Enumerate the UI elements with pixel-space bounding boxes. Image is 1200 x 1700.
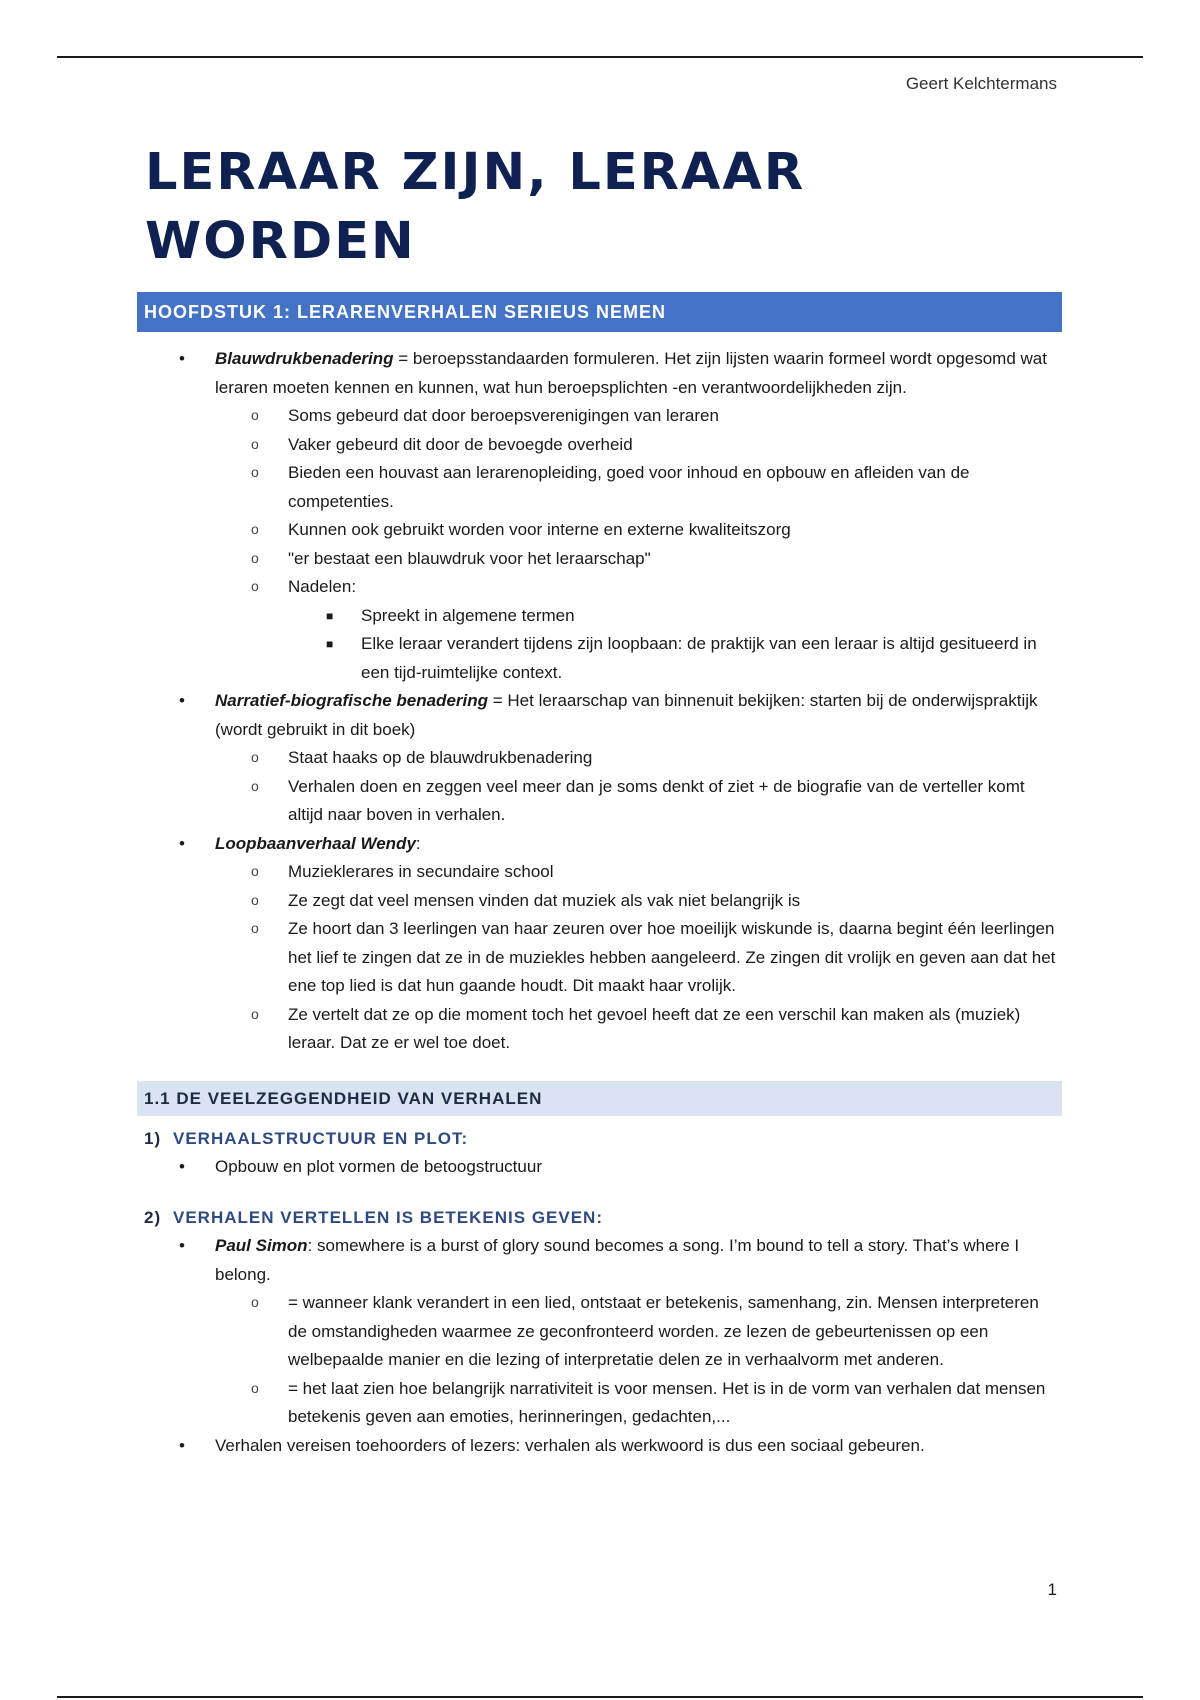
term-label: Narratief-biografische benadering <box>215 691 489 710</box>
subsection-bullet-list <box>137 1232 1062 1460</box>
list-item <box>215 744 1062 773</box>
subsection-number: 1) <box>144 1128 162 1148</box>
list-item <box>215 1375 1062 1432</box>
section-heading: 1.1 DE VEELZEGGENDHEID VAN VERHALEN <box>137 1081 1062 1116</box>
sub-sub-list <box>288 602 1062 688</box>
square-bullet-icon: ■ <box>326 608 334 623</box>
list-item <box>215 887 1062 916</box>
item-text: Opbouw en plot vormen de betoogstructuur <box>215 1156 542 1176</box>
circle-bullet-icon: o <box>251 863 259 879</box>
circle-bullet-icon: o <box>251 1379 259 1396</box>
subsection-heading <box>137 1125 1062 1153</box>
item-text: = het laat zien hoe belangrijk narrativiteit is voor mensen. Het is in de vorm van verhalen dat mensen betekenis geven aan emoties, herinneringen, gedachten,... <box>288 1378 1046 1426</box>
bullet-icon: • <box>179 349 185 368</box>
item-text: : <box>415 833 421 853</box>
item-text: Kunnen ook gebruikt worden voor interne en externe kwaliteitszorg <box>288 520 791 539</box>
term-label: Blauwdrukbenadering <box>215 349 394 368</box>
circle-bullet-icon: o <box>251 435 259 452</box>
list-item <box>215 1289 1062 1375</box>
author-name: Geert Kelchtermans <box>905 74 1057 93</box>
circle-bullet-icon: o <box>251 549 259 566</box>
document-title <box>145 138 805 276</box>
bullet-icon: • <box>179 833 185 853</box>
list-item <box>137 1232 1062 1432</box>
square-bullet-icon: ■ <box>326 637 334 651</box>
list-item <box>215 858 1062 887</box>
subsection-number: 2) <box>144 1208 162 1227</box>
chapter-heading: HOOFDSTUK 1: LERARENVERHALEN SERIEUS NEMEN <box>137 292 1062 332</box>
item-text: Nadelen: <box>288 577 357 596</box>
page-number: 1 <box>1047 1580 1057 1599</box>
list-item <box>215 459 1062 516</box>
item-text: Spreekt in algemene termen <box>361 605 575 625</box>
item-text: Bieden een houvast aan lerarenopleiding, goed voor inhoud en opbouw en afleiden van de competenties. <box>288 463 970 511</box>
item-text: = wanneer klank verandert in een lied, ontstaat er betekenis, samenhang, zin. Mensen interpreteren de omstandigheden waarmee ze geconfronteerd worden. ze lezen de gebeurtenissen op een welbepaalde manier en die lezing of interpretatie delen ze in verhaalvorm met anderen. <box>288 1293 1039 1369</box>
circle-bullet-icon: o <box>251 407 259 423</box>
bullet-icon: • <box>179 691 185 710</box>
bullet-icon: • <box>179 1156 185 1176</box>
subsection-heading <box>137 1204 1062 1232</box>
item-text: Ze zegt dat veel mensen vinden dat muziek als vak niet belangrijk is <box>288 890 801 910</box>
list-item <box>215 402 1062 431</box>
list-item <box>215 516 1062 545</box>
item-text: Muzieklerares in secundaire school <box>288 862 554 881</box>
bullet-icon: • <box>179 1236 185 1255</box>
list-item <box>215 573 1062 687</box>
term-label: Loopbaanverhaal Wendy <box>215 833 416 853</box>
title-line-2: WORDEN <box>145 212 416 271</box>
item-text: = Het leraarschap van binnenuit bekijken: starten bij de onderwijspraktijk (wordt gebruikt in dit boek) <box>215 691 1038 739</box>
sub-list <box>215 858 1062 1058</box>
bullet-icon: • <box>179 1435 185 1455</box>
item-text: Elke leraar verandert tijdens zijn loopbaan: de praktijk van een leraar is altijd gesitueerd in een tijd-ruimtelijke context. <box>361 634 1037 682</box>
item-text: : somewhere is a burst of glory sound becomes a song. I’m bound to tell a story. That’s where I belong. <box>215 1236 1020 1284</box>
sub-list <box>215 402 1062 687</box>
sub-list <box>215 744 1062 830</box>
circle-bullet-icon: o <box>251 578 259 594</box>
list-item <box>137 1432 1062 1461</box>
list-item <box>215 773 1062 830</box>
list-item <box>215 431 1062 460</box>
subsection-title: VERHALEN VERTELLEN IS BETEKENIS GEVEN: <box>173 1208 603 1227</box>
circle-bullet-icon: o <box>251 777 259 794</box>
list-item <box>215 1001 1062 1058</box>
item-text: Ze vertelt dat ze op die moment toch het gevoel heeft dat ze een verschil kan maken als (muziek) leraar. Dat ze er wel toe doet. <box>288 1004 1021 1052</box>
list-item <box>137 1153 1062 1182</box>
circle-bullet-icon: o <box>251 521 259 537</box>
item-text: "er bestaat een blauwdruk voor het leraarschap" <box>288 548 651 568</box>
circle-bullet-icon: o <box>251 749 259 765</box>
circle-bullet-icon: o <box>251 891 259 908</box>
list-item <box>215 545 1062 574</box>
list-item <box>288 630 1062 687</box>
header-rule <box>57 56 1143 58</box>
document-body <box>137 292 1062 1460</box>
term-label: Paul Simon <box>215 1236 308 1255</box>
circle-bullet-icon: o <box>251 1005 259 1022</box>
list-item <box>137 345 1062 687</box>
title-line-1: LERAAR ZIJN, LERAAR <box>145 143 806 202</box>
list-item <box>137 830 1062 1058</box>
circle-bullet-icon: o <box>251 464 259 480</box>
item-text: Staat haaks op de blauwdrukbenadering <box>288 748 593 767</box>
item-text: Verhalen doen en zeggen veel meer dan je soms denkt of ziet + de biografie van de verteller komt altijd naar boven in verhalen. <box>288 776 1025 824</box>
sub-list <box>215 1289 1062 1432</box>
item-text: Ze hoort dan 3 leerlingen van haar zeuren over hoe moeilijk wiskunde is, daarna begint één leerlingen het lief te zingen dat ze in de muziekles hebben aangeleerd. Ze zingen dit vrolijk en geven aan dat het ene top lied is dat hun gaande houdt. Dit maakt haar vrolijk. <box>288 919 1056 995</box>
item-text: Verhalen vereisen toehoorders of lezers: verhalen als werkwoord is dus een sociaal gebeuren. <box>215 1435 925 1455</box>
subsection-bullet-list <box>137 1153 1062 1182</box>
circle-bullet-icon: o <box>251 1294 259 1310</box>
item-text: Vaker gebeurd dit door de bevoegde overheid <box>288 434 633 454</box>
list-item <box>137 687 1062 830</box>
item-text: Soms gebeurd dat door beroepsverenigingen van leraren <box>288 406 719 425</box>
footer-rule <box>57 1696 1143 1698</box>
circle-bullet-icon: o <box>251 920 259 936</box>
chapter-bullet-list <box>137 345 1062 1058</box>
subsection-title: VERHAALSTRUCTUUR EN PLOT: <box>173 1128 469 1148</box>
list-item <box>288 602 1062 631</box>
item-text: = beroepsstandaarden formuleren. Het zijn lijsten waarin formeel wordt opgesomd wat leraren moeten kennen en kunnen, wat hun beroepsplichten -en verantwoordelijkheden zijn. <box>215 349 1047 397</box>
spacer <box>137 1181 1062 1204</box>
list-item <box>215 915 1062 1001</box>
